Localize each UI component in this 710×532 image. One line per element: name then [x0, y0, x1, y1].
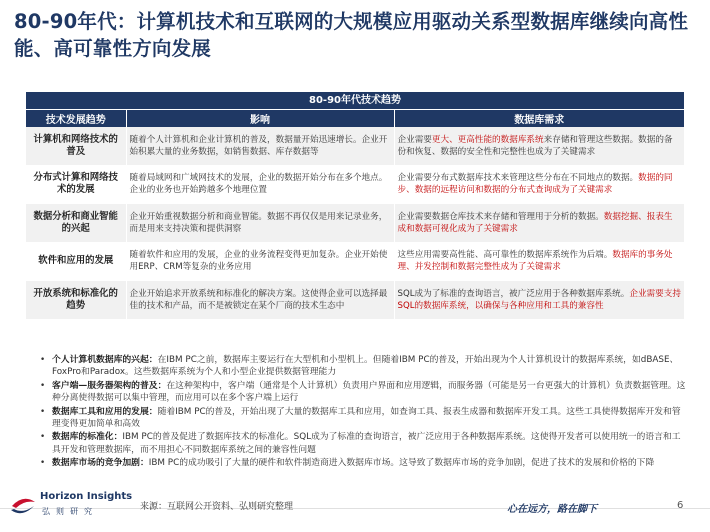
source-note: 来源：互联网公开资料、弘则研究整理 [140, 502, 294, 512]
table-row [26, 281, 684, 320]
logo-text: Horizon Insights [40, 491, 133, 502]
logo-mark-icon [8, 492, 38, 520]
bullet-head: 数据库的标准化： [52, 432, 123, 443]
row-category: 开放系统和标准化的趋势 [26, 281, 126, 320]
need-highlight: 数据库的事务处理、并发控制和数据完整性成为了关键需求 [397, 250, 673, 273]
list-item [40, 457, 688, 469]
need-text: 企业需要分布式数据库技术来管理这些分布在不同地点的数据。 [397, 173, 639, 184]
list-item [40, 431, 688, 456]
need-highlight: 更大、更高性能的数据库系统 [431, 134, 544, 145]
row-need [394, 204, 684, 243]
row-category: 数据分析和商业智能的兴起 [26, 204, 126, 243]
slogan: 心在远方，路在脚下 [507, 504, 597, 515]
row-impact: 企业开始追求开放系统和标准化的解决方案。这使得企业可以选择最佳的技术和产品，而不是被锁定在某个厂商的技术生态中 [126, 281, 394, 320]
need-text: 这些应用需要高性能、高可靠性的数据库系统作为后端。 [397, 250, 613, 261]
row-category: 计算机和网络技术的普及 [26, 127, 126, 166]
bullet-head: 数据库市场的竞争加剧： [52, 458, 149, 469]
trend-table [26, 92, 684, 319]
bullet-body: 在这种架构中，客户端（通常是个人计算机）负责用户界面和应用逻辑，而服务器（可能是另一台更强大的计算机）负责数据管理。这种分离使得数据可以集中管理，而应用可以在多个客户端上运行 [52, 380, 686, 404]
row-category: 软件和应用的发展 [26, 242, 126, 281]
company-logo [8, 489, 133, 523]
table-header-row [26, 110, 684, 127]
bullet-body: 在IBM PC之前，数据库主要运行在大型机和小型机上。但随着IBM PC的普及，开始出现为个人计算机设计的数据库系统，如dBASE、FoxPro和Paradox。这些数据库系统为个人和小型企业提供数据管理能力 [52, 355, 679, 378]
row-impact: 随着个人计算机和企业计算机的普及，数据量开始迅速增长。企业开始积累大量的业务数据，如销售数据、库存数据等 [126, 127, 394, 166]
row-category: 分布式计算和网络技术的发展 [26, 165, 126, 204]
page-number: 6 [677, 500, 684, 511]
logo-subtext: 弘则研究 [42, 507, 98, 516]
list-item [40, 380, 688, 405]
need-text: SQL成为了标准的查询语言，被广泛应用于各种数据库系统。 [397, 288, 630, 299]
header-impact: 影响 [126, 110, 394, 127]
bullet-head: 数据库工具和应用的发展： [52, 406, 158, 417]
page-title: 80-90年代：计算机技术和互联网的大规模应用驱动关系型数据库继续向高性能、高可靠性方向发展 [14, 10, 689, 60]
need-highlight: 数据的同步、数据的远程访问和数据的分布式查询成为了关键需求 [397, 173, 673, 196]
bullet-body: 随着IBM PC的普及，开始出现了大量的数据库工具和应用，如查询工具、报表生成器和数据库开发工具。这些工具使得数据库开发和管理变得更加简单和高效 [52, 406, 681, 430]
row-impact: 企业开始重视数据分析和商业智能。数据不再仅仅是用来记录业务，而是用来支持决策和提供洞察 [126, 204, 394, 243]
row-need [394, 242, 684, 281]
row-need [394, 281, 684, 320]
need-highlight: 企业需要支持SQL的数据库系统，以确保与各种应用和工具的兼容性 [397, 288, 681, 311]
row-impact: 随着软件和应用的发展，企业的业务流程变得更加复杂。企业开始使用ERP、CRM等复杂的业务应用 [126, 242, 394, 281]
need-text: 企业需要 [397, 134, 432, 145]
list-item [40, 354, 688, 379]
header-need: 数据库需求 [394, 110, 684, 127]
row-need [394, 165, 684, 204]
row-impact: 随着局域网和广域网技术的发展，企业的数据开始分布在多个地点。企业的业务也开始跨越多个地理位置 [126, 165, 394, 204]
need-text-post: 来存储和管理这些数据。数据的备份和恢复、数据的安全性和完整性也成为了关键需求 [397, 134, 673, 157]
bullet-list [40, 354, 688, 471]
table-caption: 80-90年代技术趋势 [26, 92, 684, 109]
bullet-body: IBM PC的普及促进了数据库技术的标准化。SQL成为了标准的查询语言，被广泛应用于各种数据库系统。这使得开发者可以使用统一的语言和工具开发和管理数据库，而不用担心不同数据库系统之间的兼容性问题 [52, 432, 681, 455]
table-row [26, 242, 684, 281]
table-row [26, 127, 684, 166]
table-row [26, 204, 684, 243]
row-need [394, 127, 684, 166]
bullet-body: IBM PC的成功吸引了大量的硬件和软件制造商进入数据库市场。这导致了数据库市场的竞争加剧，促进了技术的发展和价格的下降 [148, 458, 655, 469]
table-row [26, 165, 684, 204]
list-item [40, 406, 688, 431]
bullet-head: 个人计算机数据库的兴起： [52, 355, 158, 365]
bullet-head: 客户端—服务器架构的普及： [52, 380, 167, 391]
header-trend: 技术发展趋势 [26, 110, 126, 127]
need-highlight: 数据挖掘、报表生成和数据可视化成为了关键需求 [397, 211, 673, 234]
need-text: 企业需要数据仓库技术来存储和管理用于分析的数据。 [397, 211, 604, 222]
trend-table-grid [26, 109, 684, 319]
